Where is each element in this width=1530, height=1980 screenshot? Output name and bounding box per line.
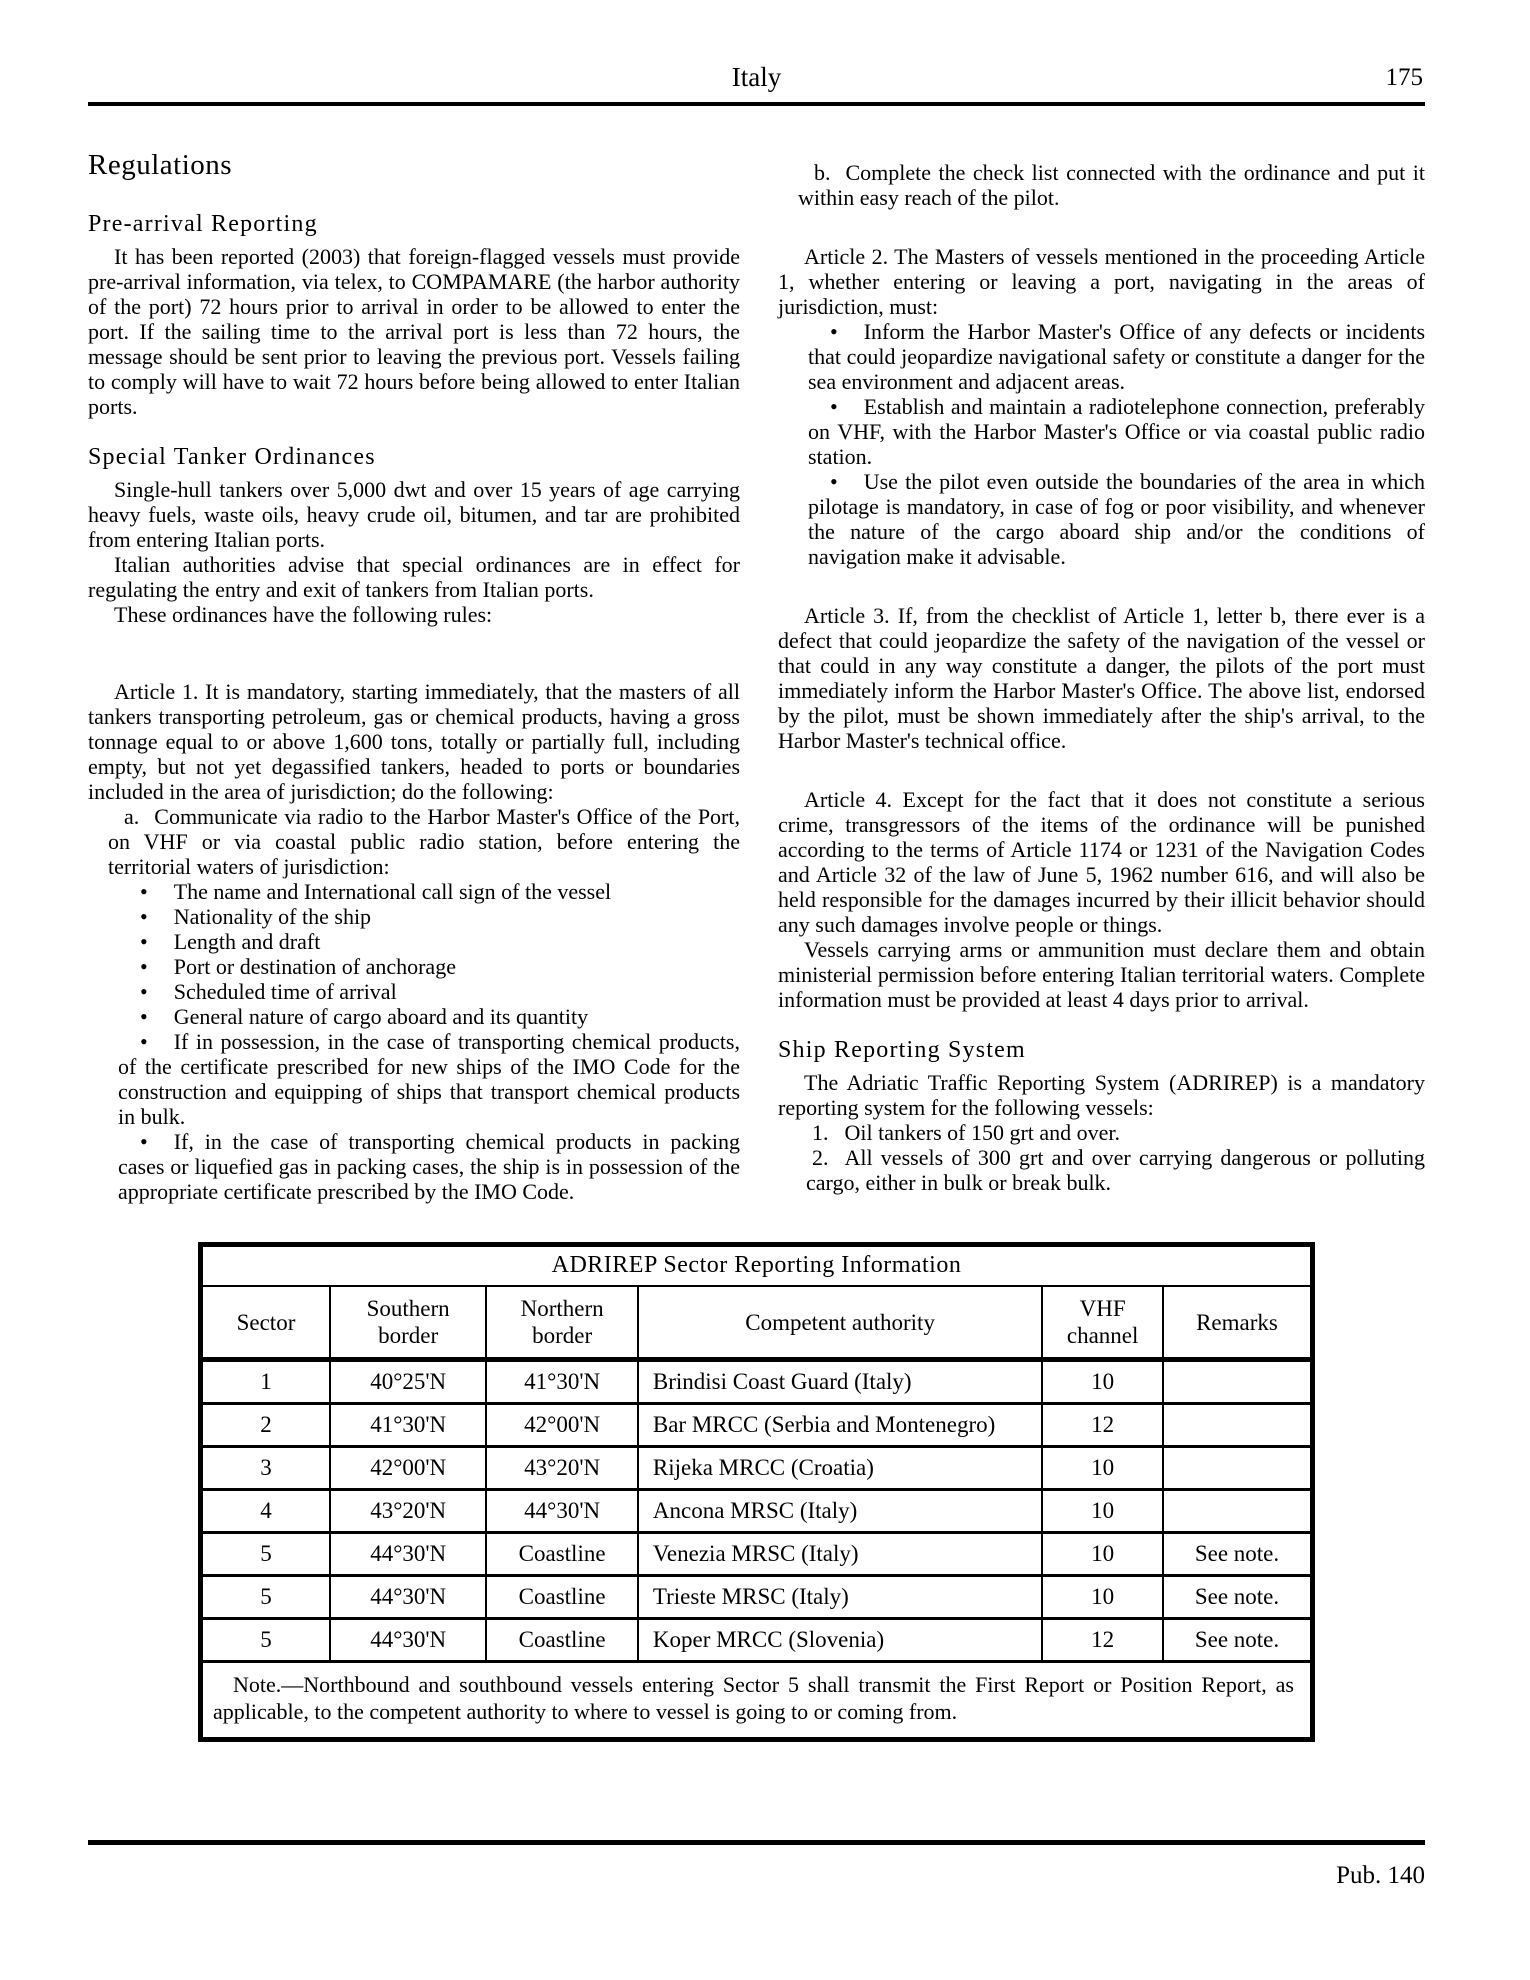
- document-page: [88, 0, 1425, 1742]
- table-row: [201, 1533, 1313, 1576]
- cell-sector: 4: [201, 1490, 330, 1533]
- bullet-text: Nationality of the ship: [173, 904, 372, 929]
- footer-rule: [88, 1840, 1425, 1845]
- column-header-southern-border: Southern border: [330, 1286, 486, 1360]
- bullet-icon: •: [830, 319, 838, 344]
- bullet-text: The name and International call sign of the vessel: [173, 879, 612, 904]
- table-row: [201, 1360, 1313, 1404]
- bullet-text: Scheduled time of arrival: [173, 979, 397, 1004]
- subheading-ship-reporting-system: Ship Reporting System: [778, 1037, 1026, 1063]
- cell-southern-border: 40°25'N: [330, 1360, 486, 1404]
- cell-northern-border: 41°30'N: [486, 1360, 638, 1404]
- bullet-icon: •: [830, 394, 838, 419]
- paragraph-article-1: Article 1. It is mandatory, starting immediately, that the masters of all tankers transporting petroleum, gas or chemical products, having a gross tonnage equal to or above 1,600 tons, totally or partially full, including empty, but not yet degassified tankers, headed to ports or boundaries included in the area of jurisdiction; do the following:: [88, 679, 740, 804]
- bullet-icon: •: [140, 904, 148, 929]
- bullet-item: [88, 904, 740, 929]
- column-header-remarks: Remarks: [1163, 1286, 1313, 1360]
- bullet-text: Use the pilot even outside the boundaries of the area in which pilotage is mandatory, in case of fog or poor visibility, and whenever the nature of the cargo aboard ship and/or the conditions of navigation make it advisable.: [808, 469, 1425, 569]
- bullet-item: [778, 469, 1425, 569]
- page-header-title: Italy: [731, 62, 782, 92]
- cell-competent-authority: Koper MRCC (Slovenia): [638, 1619, 1042, 1662]
- bullet-text: General nature of cargo aboard and its quantity: [173, 1004, 589, 1029]
- cell-southern-border: 44°30'N: [330, 1576, 486, 1619]
- subheading-pre-arrival-reporting: Pre-arrival Reporting: [88, 211, 318, 237]
- cell-remarks: See note.: [1163, 1576, 1313, 1619]
- cell-competent-authority: Bar MRCC (Serbia and Montenegro): [638, 1404, 1042, 1447]
- numbered-item-text: All vessels of 300 grt and over carrying dangerous or polluting cargo, either in bulk or break bulk.: [806, 1145, 1425, 1195]
- cell-southern-border: 44°30'N: [330, 1533, 486, 1576]
- cell-remarks: See note.: [1163, 1619, 1313, 1662]
- two-column-body: [88, 148, 1425, 1204]
- cell-vhf-channel: 10: [1042, 1360, 1163, 1404]
- bullet-item: [88, 1029, 740, 1129]
- bullet-item: [88, 1129, 740, 1204]
- cell-competent-authority: Brindisi Coast Guard (Italy): [638, 1360, 1042, 1404]
- cell-vhf-channel: 10: [1042, 1576, 1163, 1619]
- numbered-item: [778, 1120, 1425, 1145]
- table-row: [201, 1619, 1313, 1662]
- subitem-b: [778, 160, 1425, 210]
- list-marker: a.: [124, 804, 140, 829]
- cell-southern-border: 43°20'N: [330, 1490, 486, 1533]
- bullet-icon: •: [830, 469, 838, 494]
- cell-remarks: See note.: [1163, 1533, 1313, 1576]
- table-row: [201, 1447, 1313, 1490]
- table-row: [201, 1576, 1313, 1619]
- table-note: Note.—Northbound and southbound vessels entering Sector 5 shall transmit the First Report or Position Report, as applicable, to the competent authority to where to vessel is going to or coming from.: [213, 1672, 1294, 1724]
- cell-remarks: [1163, 1447, 1313, 1490]
- cell-vhf-channel: 10: [1042, 1490, 1163, 1533]
- table-row: [201, 1490, 1313, 1533]
- column-header-sector: Sector: [201, 1286, 330, 1360]
- cell-sector: 5: [201, 1533, 330, 1576]
- table-header-row: [201, 1286, 1313, 1360]
- cell-remarks: [1163, 1360, 1313, 1404]
- running-head: [88, 0, 1425, 102]
- column-header-vhf-channel: VHF channel: [1042, 1286, 1163, 1360]
- bullet-item: [88, 954, 740, 979]
- cell-competent-authority: Venezia MRSC (Italy): [638, 1533, 1042, 1576]
- bullet-icon: •: [140, 954, 148, 979]
- cell-northern-border: Coastline: [486, 1576, 638, 1619]
- bullet-icon: •: [140, 979, 148, 1004]
- cell-sector: 2: [201, 1404, 330, 1447]
- cell-southern-border: 42°00'N: [330, 1447, 486, 1490]
- numbered-item: [778, 1145, 1425, 1195]
- header-rule: [88, 102, 1425, 106]
- list-marker: 2.: [812, 1145, 829, 1170]
- bullet-item: [88, 979, 740, 1004]
- bullet-item: [778, 319, 1425, 394]
- numbered-item-text: Oil tankers of 150 grt and over.: [844, 1120, 1121, 1145]
- cell-competent-authority: Ancona MRSC (Italy): [638, 1490, 1042, 1533]
- subheading-special-tanker-ordinances: Special Tanker Ordinances: [88, 444, 376, 470]
- page-number: 175: [1385, 64, 1423, 91]
- cell-vhf-channel: 12: [1042, 1404, 1163, 1447]
- table-row: [201, 1404, 1313, 1447]
- cell-northern-border: 43°20'N: [486, 1447, 638, 1490]
- cell-vhf-channel: 12: [1042, 1619, 1163, 1662]
- table-title: ADRIREP Sector Reporting Information: [201, 1245, 1313, 1287]
- cell-vhf-channel: 10: [1042, 1533, 1163, 1576]
- cell-northern-border: 42°00'N: [486, 1404, 638, 1447]
- bullet-item: [88, 1004, 740, 1029]
- bullet-text: Port or destination of anchorage: [173, 954, 456, 979]
- cell-competent-authority: Trieste MRSC (Italy): [638, 1576, 1042, 1619]
- bullet-item: [88, 929, 740, 954]
- cell-northern-border: Coastline: [486, 1533, 638, 1576]
- bullet-icon: •: [140, 1129, 148, 1154]
- bullet-item: [778, 394, 1425, 469]
- subitem-text: Complete the check list connected with the ordinance and put it within easy reach of the pilot.: [798, 160, 1425, 210]
- column-header-northern-border: Northern border: [486, 1286, 638, 1360]
- column-header-competent-authority: Competent authority: [638, 1286, 1042, 1360]
- bullet-icon: •: [140, 1004, 148, 1029]
- paragraph-single-hull: Single-hull tankers over 5,000 dwt and over 15 years of age carrying heavy fuels, waste oils, heavy crude oil, bitumen, and tar are prohibited from entering Italian ports.: [88, 477, 740, 552]
- cell-remarks: [1163, 1490, 1313, 1533]
- bullet-text: If, in the case of transporting chemical products in packing cases or liquefied gas in packing cases, the ship is in possession of the appropriate certificate prescribed by the IMO Code.: [118, 1129, 740, 1204]
- cell-competent-authority: Rijeka MRCC (Croatia): [638, 1447, 1042, 1490]
- cell-northern-border: Coastline: [486, 1619, 638, 1662]
- list-marker: b.: [814, 160, 831, 185]
- cell-southern-border: 44°30'N: [330, 1619, 486, 1662]
- bullet-icon: •: [140, 879, 148, 904]
- table-title-row: [201, 1245, 1313, 1287]
- paragraph-italian-authorities: Italian authorities advise that special ordinances are in effect for regulating the entry and exit of tankers from Italian ports.: [88, 552, 740, 602]
- bullet-text: Length and draft: [173, 929, 321, 954]
- cell-northern-border: 44°30'N: [486, 1490, 638, 1533]
- paragraph-arms-ammunition: Vessels carrying arms or ammunition must declare them and obtain ministerial permission before entering Italian territorial waters. Complete information must be provided at least 4 days prior to arrival.: [778, 937, 1425, 1012]
- cell-sector: 5: [201, 1576, 330, 1619]
- cell-vhf-channel: 10: [1042, 1447, 1163, 1490]
- cell-southern-border: 41°30'N: [330, 1404, 486, 1447]
- left-column: [88, 148, 740, 1204]
- bullet-text: If in possession, in the case of transporting chemical products, of the certificate prescribed for new ships of the IMO Code for the construction and equipping of ships that transport chemical products in bulk.: [118, 1029, 740, 1129]
- paragraph-pre-arrival: It has been reported (2003) that foreign-flagged vessels must provide pre-arrival information, via telex, to COMPAMARE (the harbor authority of the port) 72 hours prior to arrival in order to be allowed to enter the port. If the sailing time to the arrival port is less than 72 hours, the message should be sent prior to leaving the previous port. Vessels failing to comply will have to wait 72 hours before being allowed to enter Italian ports.: [88, 244, 740, 419]
- list-marker: 1.: [812, 1120, 829, 1145]
- subitem-a: [88, 804, 740, 879]
- bullet-icon: •: [140, 929, 148, 954]
- cell-remarks: [1163, 1404, 1313, 1447]
- footer-publication: Pub. 140: [1336, 1862, 1425, 1889]
- adrirep-sector-table: [198, 1242, 1315, 1742]
- bullet-item: [88, 879, 740, 904]
- paragraph-ordinances-rules: These ordinances have the following rules:: [114, 602, 493, 627]
- section-heading-regulations: Regulations: [88, 149, 233, 181]
- bullet-text: Establish and maintain a radiotelephone connection, preferably on VHF, with the Harbor Master's Office or via coastal public radio station.: [808, 394, 1425, 469]
- cell-sector: 1: [201, 1360, 330, 1404]
- paragraph-article-4: Article 4. Except for the fact that it does not constitute a serious crime, transgressors of the items of the ordinance will be punished according to the terms of Article 1174 or 1231 of the Navigation Codes and Article 32 of the law of June 5, 1962 number 616, and will also be held responsible for the damages incurred by their illicit behavior should any such damages involve people or things.: [778, 787, 1425, 937]
- bullet-text: Inform the Harbor Master's Office of any defects or incidents that could jeopardize navigational safety or constitute a danger for the sea environment and adjacent areas.: [808, 319, 1425, 394]
- subitem-text: Communicate via radio to the Harbor Master's Office of the Port, on VHF or via coastal public radio station, before entering the territorial waters of jurisdiction:: [108, 804, 740, 879]
- paragraph-article-3: Article 3. If, from the checklist of Article 1, letter b, there ever is a defect that could jeopardize the safety of the navigation of the vessel or that could in any way constitute a danger, the pilots of the port must immediately inform the Harbor Master's Office. The above list, endorsed by the pilot, must be shown immediately after the ship's arrival, to the Harbor Master's technical office.: [778, 603, 1425, 753]
- bullet-icon: •: [140, 1029, 148, 1054]
- right-column: [778, 148, 1425, 1204]
- cell-sector: 3: [201, 1447, 330, 1490]
- cell-sector: 5: [201, 1619, 330, 1662]
- table-note-row: [201, 1662, 1313, 1740]
- paragraph-adrirep: The Adriatic Traffic Reporting System (ADRIREP) is a mandatory reporting system for the following vessels:: [778, 1070, 1425, 1120]
- paragraph-article-2: Article 2. The Masters of vessels mentioned in the proceeding Article 1, whether entering or leaving a port, navigating in the areas of jurisdiction, must:: [778, 244, 1425, 319]
